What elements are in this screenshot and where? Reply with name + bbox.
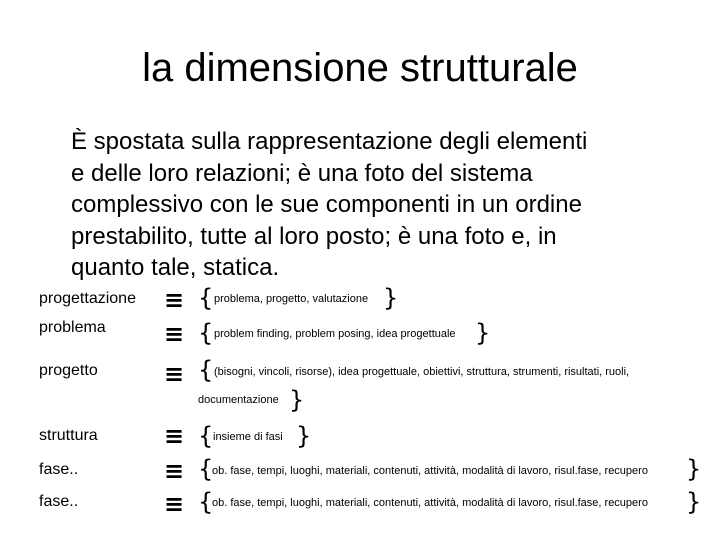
term-fase: fase.. [39,493,79,510]
intro-line: È spostata sulla rappresentazione degli elementi [71,128,588,155]
close-brace: } [296,422,312,450]
open-brace: { [198,422,214,450]
open-brace: { [198,488,214,516]
equivalence-symbol: ≡ [164,457,185,485]
term-struttura: struttura [39,427,98,444]
equivalence-symbol: ≡ [164,286,185,314]
term-fase: fase.. [39,461,79,478]
open-brace: { [198,455,214,483]
intro-line: quanto tale, statica. [71,254,280,281]
definition-struttura: insieme di fasi [213,431,283,443]
open-brace: { [198,284,214,312]
definition-fase: ob. fase, tempi, luoghi, materiali, contenuti, attività, modalità di lavoro, risul.fase, recupero [212,497,648,509]
open-brace: { [198,319,214,347]
intro-line: complessivo con le sue componenti in un ordine [71,191,582,218]
term-progettazione: progettazione [39,290,136,307]
definition-progetto: (bisogni, vincoli, risorse), idea progettuale, obiettivi, struttura, strumenti, risultati, ruoli, [214,366,630,378]
term-progetto: progetto [39,362,98,379]
open-brace: { [198,356,214,384]
equivalence-symbol: ≡ [164,490,185,518]
close-brace: } [475,319,491,347]
definition-progetto-continued: documentazione [198,394,279,406]
intro-line: e delle loro relazioni; è una foto del sistema [71,159,533,187]
definition-fase: ob. fase, tempi, luoghi, materiali, contenuti, attività, modalità di lavoro, risul.fase, recupero [212,465,648,477]
slide-title: la dimensione strutturale [142,46,578,90]
equivalence-symbol: ≡ [164,320,185,348]
equivalence-symbol: ≡ [164,360,185,388]
close-brace: } [289,386,305,414]
equivalence-symbol: ≡ [164,422,185,450]
close-brace: } [383,284,399,312]
term-problema: problema [39,319,106,336]
intro-line: prestabilito, tutte al loro posto; è una foto e, in [71,222,557,250]
close-brace: } [686,455,702,483]
definition-problema: problem finding, problem posing, idea progettuale [214,328,456,340]
definition-progettazione: problema, progetto, valutazione [214,293,369,305]
close-brace: } [686,488,702,516]
intro-paragraph [71,126,711,284]
